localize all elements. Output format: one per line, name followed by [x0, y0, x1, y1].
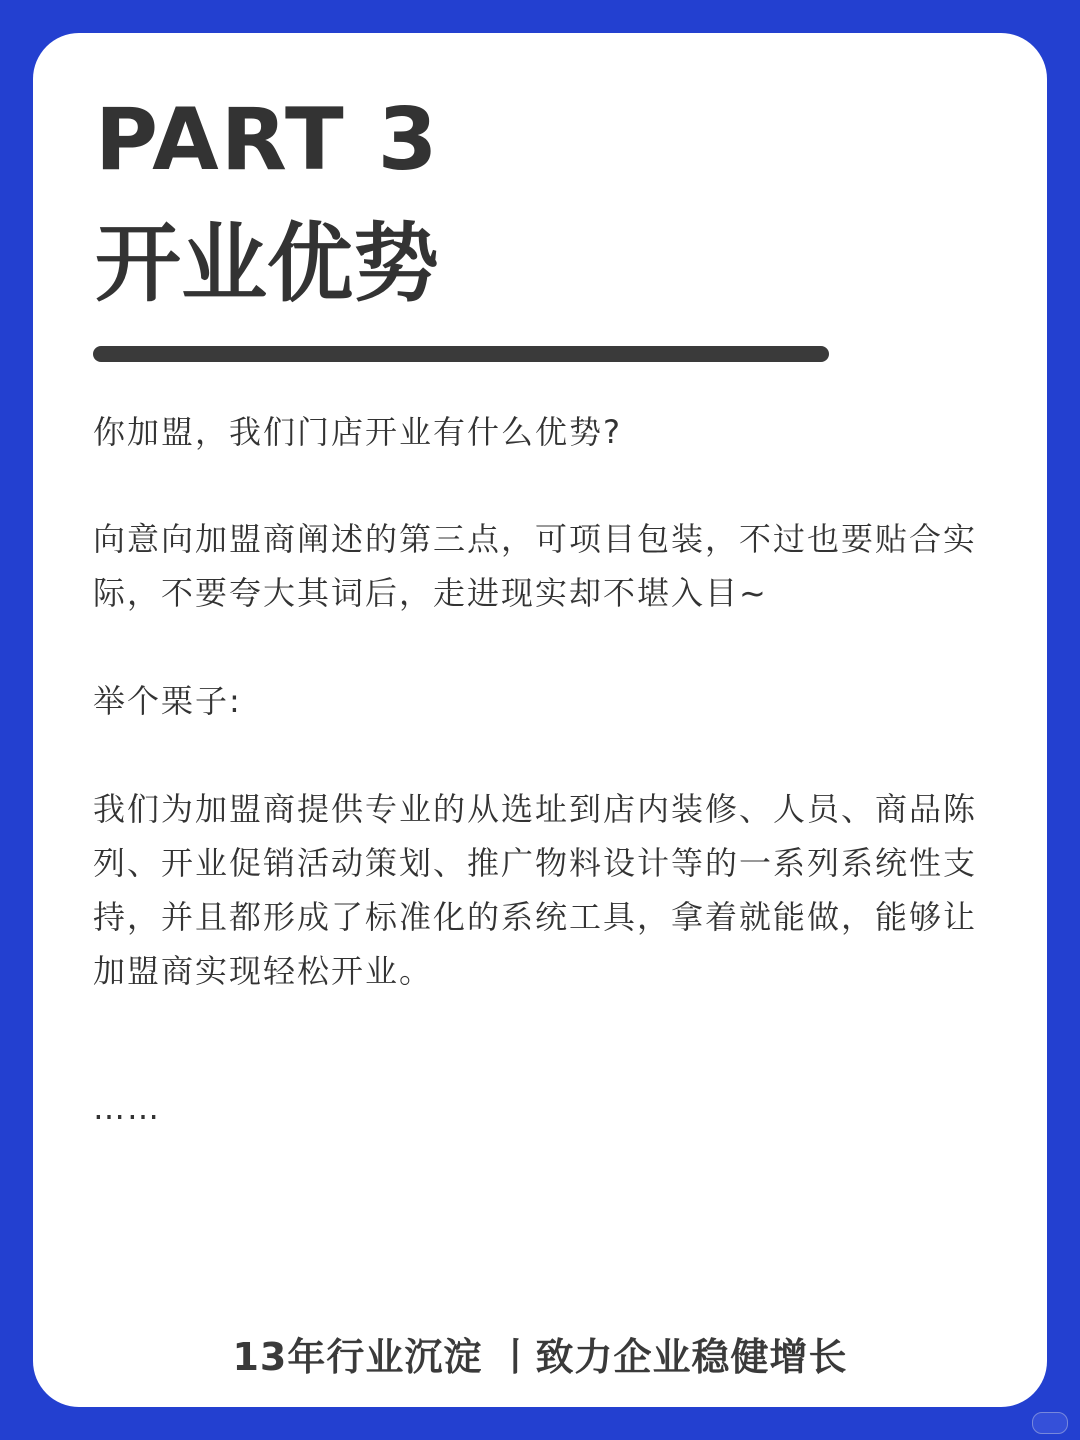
- paragraph-example: 我们为加盟商提供专业的从选址到店内装修、人员、商品陈列、开业促销活动策划、推广物料设计等的一系列系统性支持，并且都形成了标准化的系统工具，拿着就能做，能够让加盟商实现轻松开业。: [93, 790, 978, 990]
- section-title: 开业优势: [95, 214, 439, 314]
- title-underline-bar: [93, 346, 829, 362]
- paragraph-example-label: 举个栗子:: [93, 682, 242, 720]
- content-card: [33, 33, 1047, 1407]
- footer-slogan: 13年行业沉淀 丨致力企业稳健增长: [232, 1335, 848, 1379]
- watermark-logo-icon: [1032, 1412, 1068, 1434]
- paragraph-question: 你加盟，我们门店开业有什么优势?: [93, 413, 622, 451]
- paragraph-ellipsis: ……: [93, 1089, 161, 1127]
- paragraph-description: 向意向加盟商阐述的第三点，可项目包装，不过也要贴合实际，不要夸大其词后，走进现实却不堪入目~: [93, 520, 978, 612]
- part-label: PART 3: [95, 90, 440, 190]
